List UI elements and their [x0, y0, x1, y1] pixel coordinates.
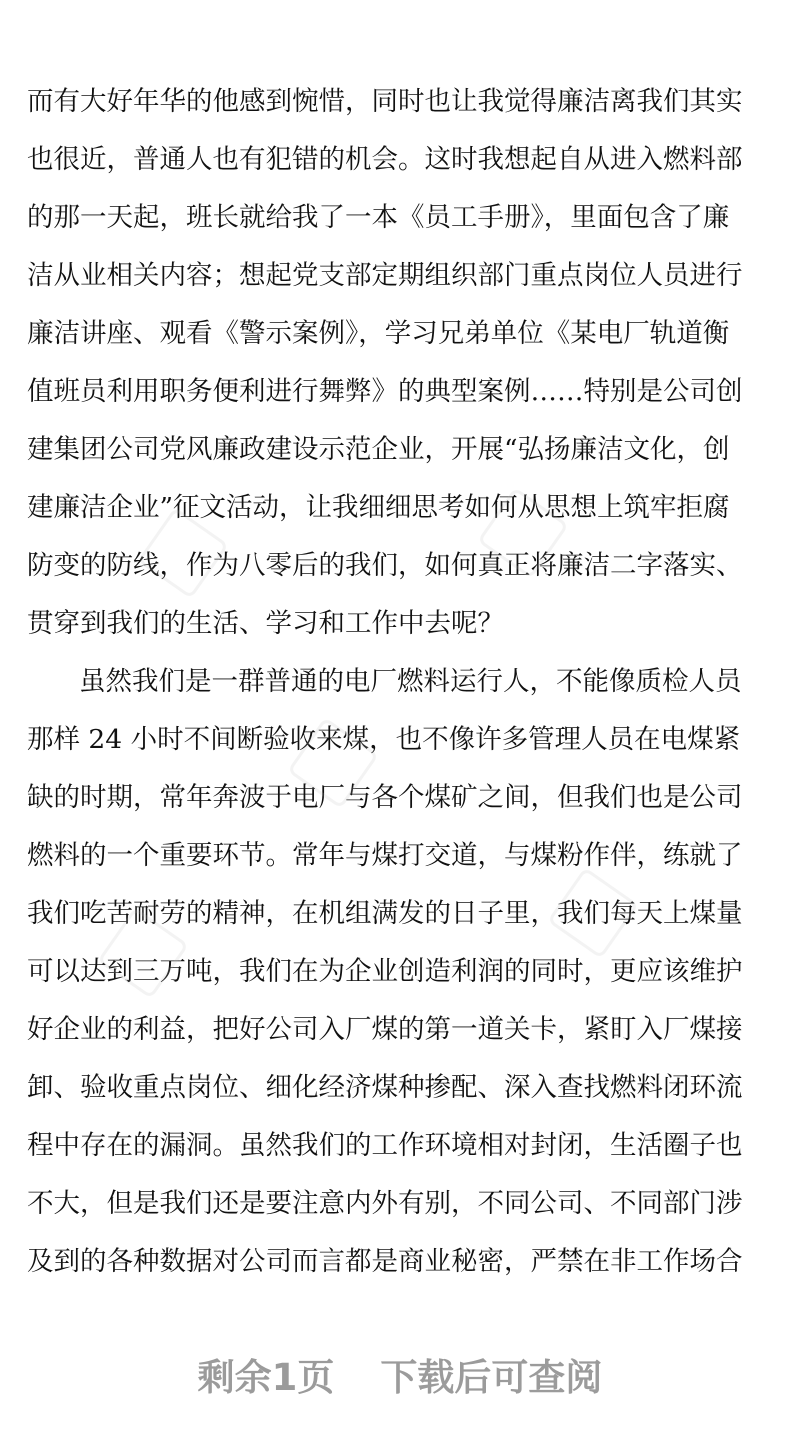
text-line-1: 而有大好年华的他感到惋惜，同时也让我觉得廉洁离我们其实 [27, 86, 743, 117]
text-line-20: 不大，但是我们还是要注意内外有别，不同公司、不同部门涉 [27, 1188, 743, 1219]
text-line-9: 防变的防线，作为八零后的我们，如何真正将廉洁二字落实、 [27, 550, 743, 581]
remaining-pages-label: 剩余1页 [197, 1356, 335, 1399]
text-line-5: 廉洁讲座、观看《警示案例》，学习兄弟单位《某电厂轨道衡 [27, 318, 730, 349]
text-line-4: 洁从业相关内容；想起党支部定期组织部门重点岗位人员进行 [27, 260, 743, 291]
text-line-3: 的那一天起，班长就给我了一本《员工手册》，里面包含了廉 [27, 202, 730, 233]
text-line-7: 建集团公司党风廉政建设示范企业，开展“弘扬廉洁文化，创 [27, 434, 730, 465]
text-line-14: 燃料的一个重要环节。常年与煤打交道，与煤粉作伴，练就了 [27, 840, 743, 871]
text-line-13: 缺的时期，常年奔波于电厂与各个煤矿之间，但我们也是公司 [27, 782, 743, 813]
text-line-8: 建廉洁企业”征文活动，让我细细思考如何从思想上筑牢拒腐 [27, 492, 730, 523]
download-hint-label[interactable]: 下载后可查阅 [380, 1356, 603, 1399]
text-line-10: 贯穿到我们的生活、学习和工作中去呢？ [27, 608, 504, 639]
text-line-16: 可以达到三万吨，我们在为企业创造利润的同时，更应该维护 [27, 956, 743, 987]
text-line-21: 及到的各种数据对公司而言都是商业秘密，严禁在非工作场合 [27, 1246, 743, 1277]
text-line-17: 好企业的利益，把好公司入厂煤的第一道关卡，紧盯入厂煤接 [27, 1014, 743, 1045]
text-line-15: 我们吃苦耐劳的精神，在机组满发的日子里，我们每天上煤量 [27, 898, 743, 929]
text-line-6: 值班员利用职务便利进行舞弊》的典型案例……特别是公司创 [27, 376, 743, 407]
download-prompt-banner[interactable] [0, 1350, 800, 1406]
text-line-2: 也很近，普通人也有犯错的机会。这时我想起自从进入燃料部 [27, 144, 743, 175]
text-line-19: 程中存在的漏洞。虽然我们的工作环境相对封闭，生活圈子也 [27, 1130, 743, 1161]
text-line-12: 那样 24 小时不间断验收来煤，也不像许多管理人员在电煤紧 [27, 724, 741, 755]
text-line-18: 卸、验收重点岗位、细化经济煤种掺配、深入查找燃料闭环流 [27, 1072, 743, 1103]
text-line-11: 虽然我们是一群普通的电厂燃料运行人，不能像质检人员 [79, 666, 742, 697]
